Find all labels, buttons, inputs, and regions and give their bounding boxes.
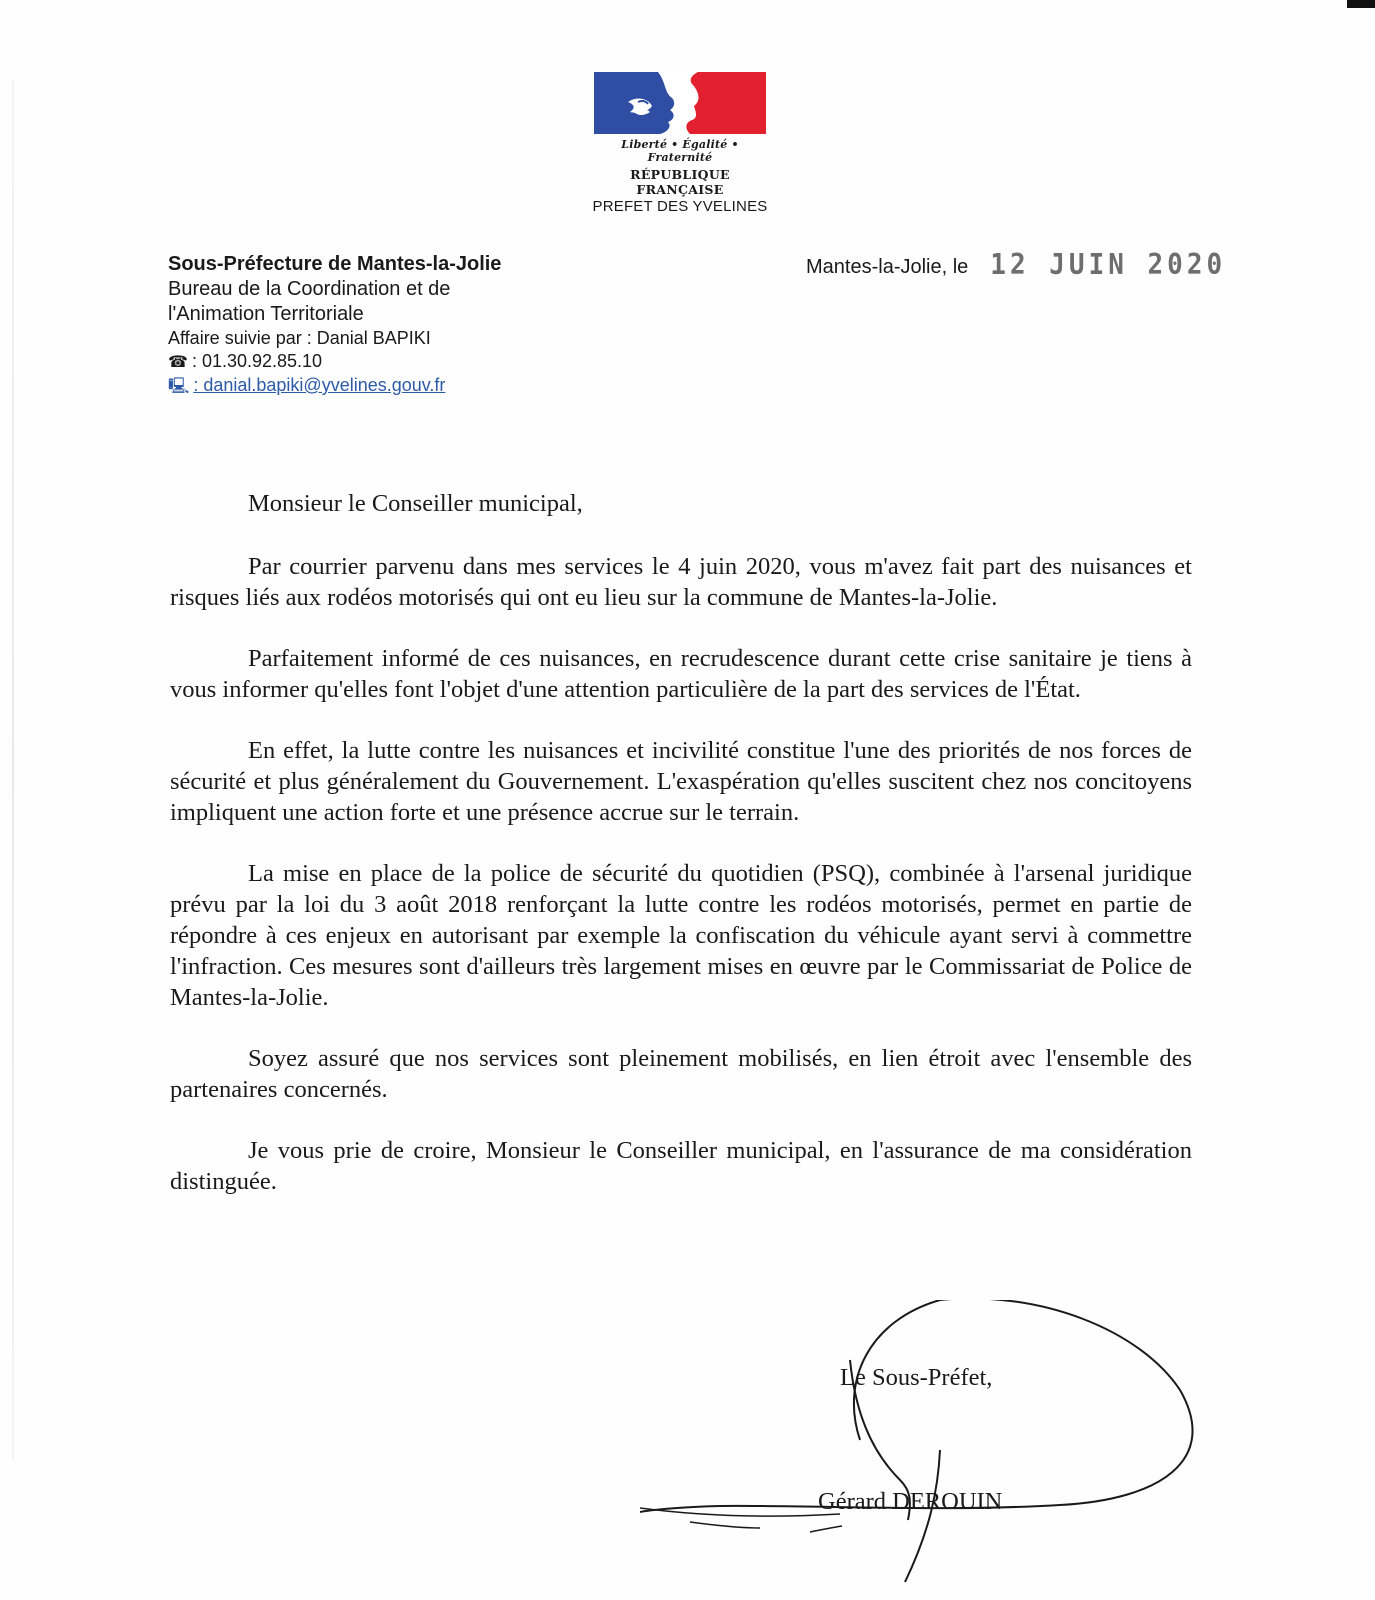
sender-phone-row (168, 350, 501, 374)
sender-affaire: Affaire suivie par : Danial BAPIKI (168, 328, 431, 348)
sender-phone: : 01.30.92.85.10 (191, 351, 323, 371)
date-stamp: 12 JUIN 2020 (990, 248, 1227, 282)
letter-paragraph: Je vous prie de croire, Monsieur le Conseiller municipal, en l'assurance de ma considération distinguée. (170, 1137, 1192, 1195)
letter-paragraph: Parfaitement informé de ces nuisances, en recrudescence durant cette crise sanitaire je tiens à vous informer qu'elles font l'objet d'une attention particulière de la part des services de l'État. (170, 645, 1192, 703)
signatory-title: Le Sous-Préfet, (840, 1364, 993, 1391)
signatory-name: Gérard DEROUIN (818, 1488, 1003, 1515)
marianne-emblem-icon (594, 72, 766, 134)
letter-body (170, 488, 1192, 1227)
sender-bureau-line2: l'Animation Territoriale (168, 303, 364, 325)
letter-paragraph: En effet, la lutte contre les nuisances et incivilité constitue l'une des priorités de nos forces de sécurité et plus généralement du Gouvernement. L'exaspération qu'elles suscitent chez nos concitoyens impliquent une action forte et une présence accrue sur le terrain. (170, 737, 1192, 826)
prefecture-name: PREFET DES YVELINES (592, 198, 768, 215)
sender-email[interactable]: : danial.bapiki@yvelines.gouv.fr (193, 375, 446, 395)
scan-corner-mark (1347, 0, 1375, 8)
letter-paragraph: Par courrier parvenu dans mes services le 4 juin 2020, vous m'avez fait part des nuisances et risques liés aux rodéos motorisés qui ont eu lieu sur la commune de Mantes-la-Jolie. (170, 553, 1192, 611)
sender-email-row[interactable] (168, 374, 501, 398)
scan-edge-shadow (12, 80, 14, 1460)
handwritten-signature (640, 1300, 1220, 1600)
sender-block (168, 252, 501, 398)
republic-motto: Liberté • Égalité • Fraternité (621, 138, 739, 164)
letter-paragraph: Soyez assuré que nos services sont pleinement mobilisés, en lien étroit avec l'ensemble des partenaires concernés. (170, 1045, 1192, 1103)
letter-salutation: Monsieur le Conseiller municipal, (248, 490, 583, 517)
sender-bureau-line1: Bureau de la Coordination et de (168, 278, 451, 300)
computer-icon: 🖳 (168, 378, 190, 395)
date-line (806, 250, 1226, 282)
republic-name: RÉPUBLIQUE FRANÇAISE (630, 167, 730, 197)
date-place: Mantes-la-Jolie, le (806, 256, 969, 278)
marianne-logo (592, 72, 768, 197)
sender-office: Sous-Préfecture de Mantes-la-Jolie (168, 253, 502, 275)
telephone-icon: ☎ (168, 354, 188, 371)
letter-paragraph: La mise en place de la police de sécurité du quotidien (PSQ), combinée à l'arsenal juridique prévu par la loi du 3 août 2018 renforçant la lutte contre les rodéos motorisés, permet en partie de répondre à ces enjeux en autorisant par exemple la confiscation du véhicule ayant servi à commettre l'infraction. Ces mesures sont d'ailleurs très largement mises en œuvre par le Commissariat de Police de Mantes-la-Jolie. (170, 860, 1192, 1011)
